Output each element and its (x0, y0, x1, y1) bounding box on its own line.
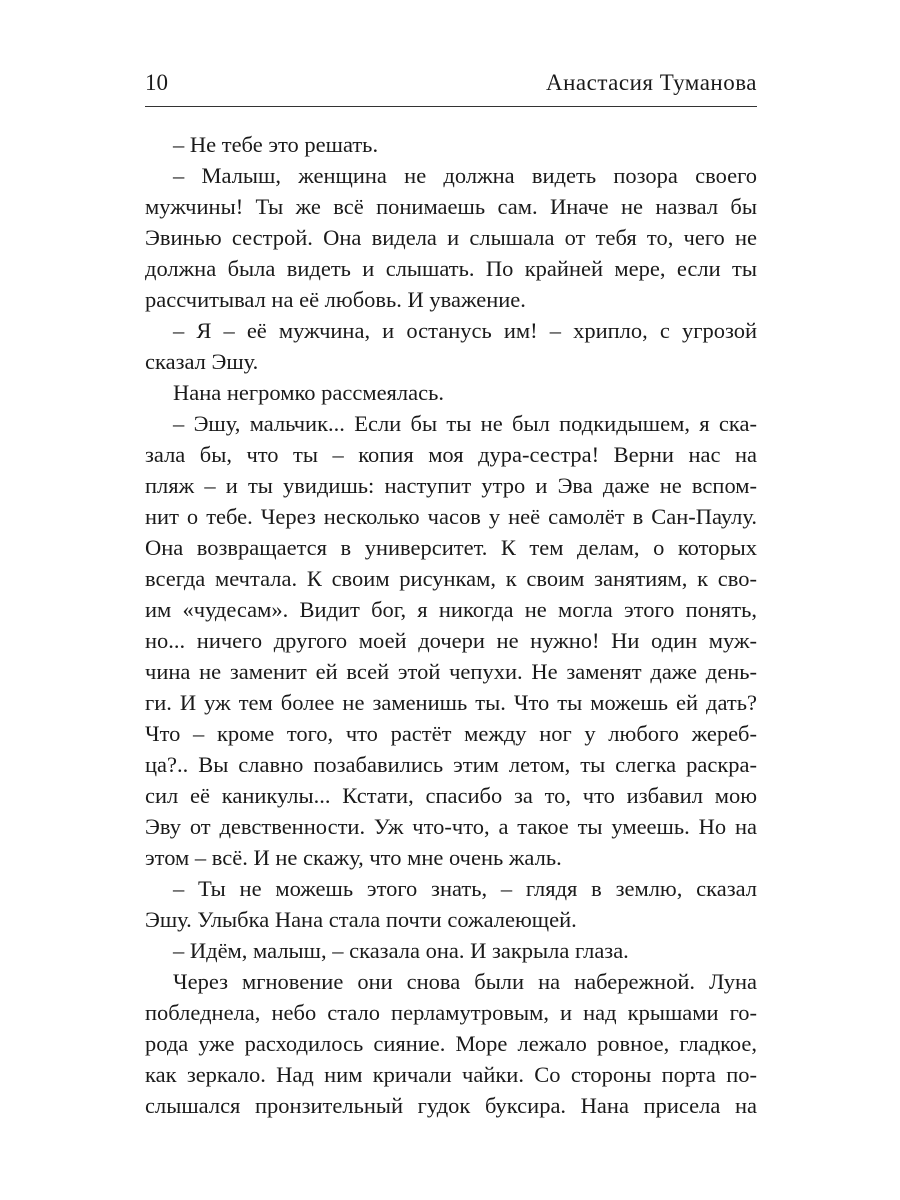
page-header (145, 68, 757, 102)
text-line: Эшу. Улыбка Нана стала почти сожалеющей. (145, 907, 577, 932)
text-line: ца?.. Вы славно позабавились этим летом, ты слегка раскра- (145, 752, 757, 777)
text-line: Эвинью сестрой. Она видела и слышала от тебя то, чего не (145, 225, 757, 250)
header-rule (145, 106, 757, 107)
text-line: как зеркало. Над ним кричали чайки. Со стороны порта по- (145, 1062, 757, 1087)
text-line: Нана негромко рассмеялась. (173, 380, 444, 405)
text-line: зала бы, что ты – копия моя дура-сестра! Верни нас на (145, 442, 757, 467)
text-line: – Не тебе это решать. (173, 132, 379, 157)
text-line: сил её каникулы... Кстати, спасибо за то, что избавил мою (145, 783, 757, 808)
text-line: пляж – и ты увидишь: наступит утро и Эва даже не вспом- (145, 473, 757, 498)
text-line: – Ты не можешь этого знать, – глядя в землю, сказал (173, 876, 757, 901)
text-line: – Малыш, женщина не должна видеть позора своего (173, 163, 757, 188)
text-line: – Я – её мужчина, и останусь им! – хрипло, с угрозой (173, 318, 757, 343)
text-line: Эву от девственности. Уж что-что, а такое ты умеешь. Но на (145, 814, 757, 839)
text-line: нит о тебе. Через несколько часов у неё самолёт в Сан-Паулу. (145, 504, 757, 529)
text-line: Что – кроме того, что растёт между ног у любого жереб- (145, 721, 757, 746)
text-line: чина не заменит ей всей этой чепухи. Не заменят даже день- (145, 659, 757, 684)
text-line: Через мгновение они снова были на набережной. Луна (173, 969, 757, 994)
text-line: рода уже расходилось сияние. Море лежало ровное, гладкое, (145, 1031, 757, 1056)
text-line: слышался пронзительный гудок буксира. Нана присела на (145, 1093, 757, 1118)
text-line: должна была видеть и слышать. По крайней мере, если ты (145, 256, 757, 281)
text-line: но... ничего другого моей дочери не нужно! Ни один муж- (145, 628, 757, 653)
text-line: сказал Эшу. (145, 349, 259, 374)
text-line: Она возвращается в университет. К тем делам, о которых (145, 535, 757, 560)
body-text (145, 129, 757, 1121)
text-line: – Идём, малыш, – сказала она. И закрыла глаза. (173, 938, 629, 963)
text-line: рассчитывал на её любовь. И уважение. (145, 287, 526, 312)
text-line: этом – всё. И не скажу, что мне очень жаль. (145, 845, 562, 870)
page-number: 10 (145, 70, 168, 95)
text-line: им «чудесам». Видит бог, я никогда не могла этого понять, (145, 597, 757, 622)
running-head-author: Анастасия Туманова (545, 70, 757, 95)
text-line: мужчины! Ты же всё понимаешь сам. Иначе не назвал бы (145, 194, 757, 219)
text-line: ги. И уж тем более не заменишь ты. Что ты можешь ей дать? (145, 690, 757, 715)
text-line: всегда мечтала. К своим рисункам, к своим занятиям, к сво- (145, 566, 757, 591)
text-line: побледнела, небо стало перламутровым, и над крышами го- (145, 1000, 757, 1025)
text-line: – Эшу, мальчик... Если бы ты не был подкидышем, я ска- (173, 411, 757, 436)
